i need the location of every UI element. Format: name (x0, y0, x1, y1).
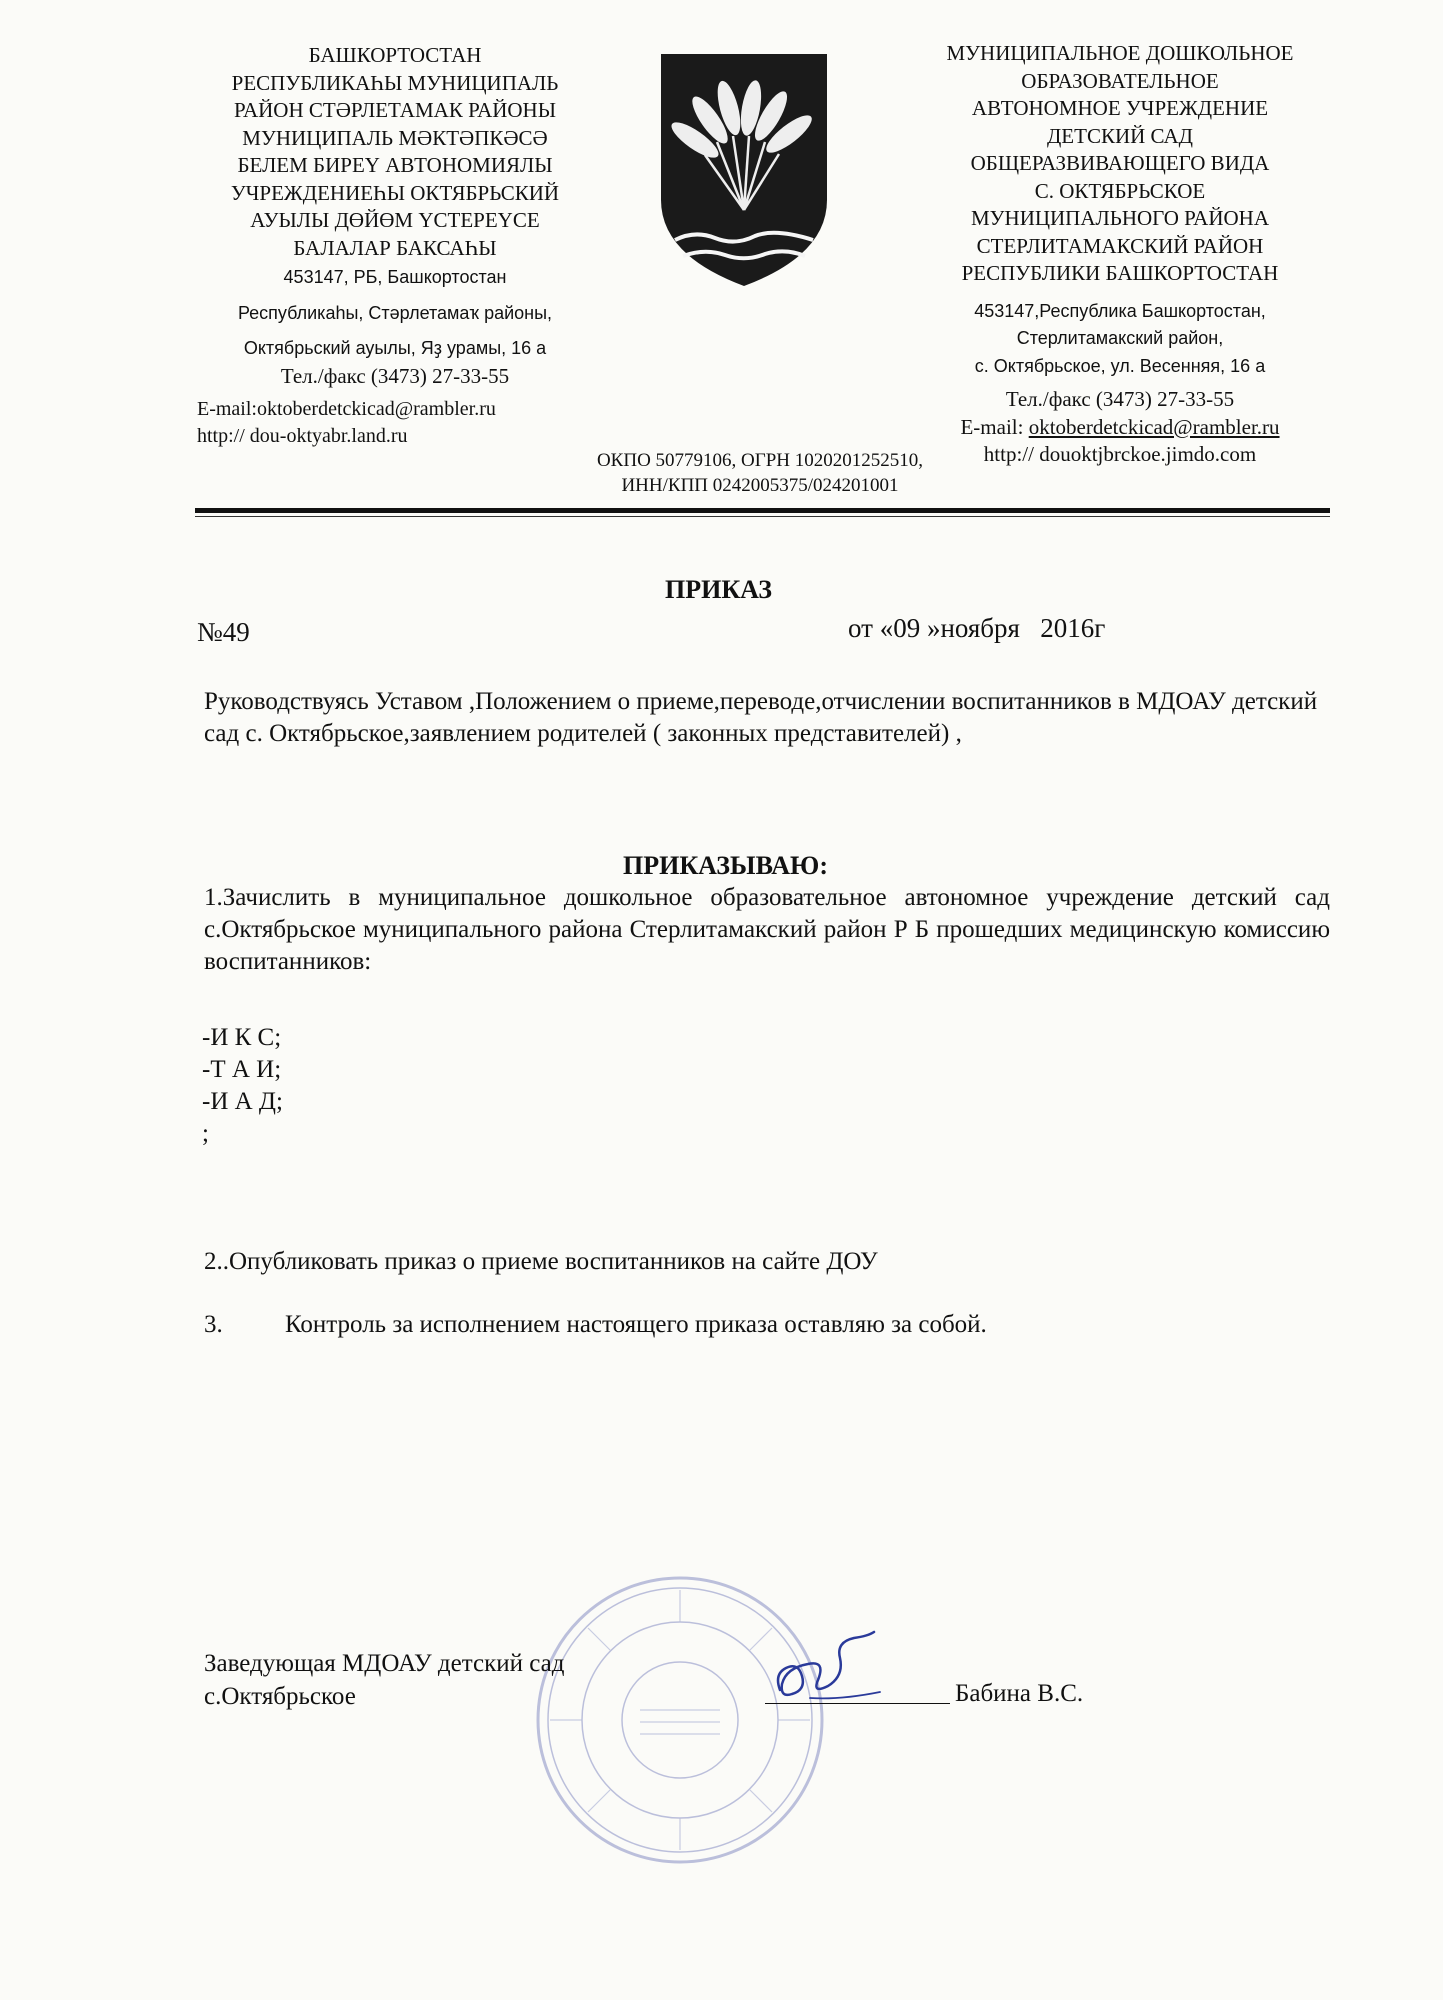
header-left-line: БАШКОРТОСТАН (308, 43, 482, 67)
order-item-1: 1.Зачислить в муниципальное дошкольное образовательное автономное учреждение детский сад с.Октябрьское муниципального района Стерлитамакский район Р Б прошедших медицинскую комиссию воспитанников: (204, 884, 1330, 975)
order-item-2: 2..Опубликовать приказ о приеме воспитанников на сайте ДОУ (204, 1248, 878, 1275)
header-right-email-label: E-mail: (960, 414, 1029, 439)
header-right-line: РЕСПУБЛИКИ БАШКОРТОСТАН (961, 261, 1279, 285)
okpo-ogrn: ОКПО 50779106, ОГРН 1020201252510, (596, 450, 924, 471)
seal (530, 1570, 830, 1870)
header-right-line: СТЕРЛИТАМАКСКИЙ РАЙОН (976, 233, 1264, 258)
round-seal-icon (530, 1570, 830, 1870)
header-left-site: http:// dou-oktyabr.land.ru (197, 425, 408, 447)
header-divider (195, 508, 1330, 513)
signature-position (204, 1647, 564, 1713)
header-right-address3: с. Октябрьское, ул. Весенняя, 16 а (974, 355, 1266, 376)
header-right-email-row (890, 414, 1350, 442)
header-right-block (890, 40, 1350, 469)
header-left-email: E-mail:oktoberdetckicad@rambler.ru (197, 398, 496, 420)
header-left-contacts (197, 396, 617, 450)
header-right-email[interactable]: oktoberdetckicad@rambler.ru (1028, 414, 1280, 439)
order-preamble: Руководствуясь Уставом ,Положением о приеме,переводе,отчислении воспитанников в МДОАУ детский сад с. Октябрьское,заявлением родителей ( законных представителей) , (204, 688, 1318, 747)
inn-kpp: ИНН/КПП 0242005375/024201001 (621, 475, 899, 496)
header-left-line: БЕЛЕМ БИРЕҮ АВТОНОМИЯЛЫ (237, 153, 553, 177)
children-list (202, 1022, 283, 1150)
order-command: ПРИКАЗЫВАЮ: (623, 851, 828, 880)
header-right-site[interactable]: http:// douoktjbrckoe.jimdo.com (983, 442, 1257, 466)
list-item: -И А Д; (202, 1088, 283, 1115)
list-item: -Т А И; (202, 1056, 282, 1083)
header-right-line: ДЕТСКИЙ САД (1046, 123, 1194, 148)
signature (770, 1628, 890, 1708)
order-item-3-number: 3. (204, 1311, 223, 1338)
list-item: -И К С; (202, 1024, 282, 1051)
header-left-block (190, 42, 600, 390)
header-right-line: АВТОНОМНОЕ УЧРЕЖДЕНИЕ (971, 96, 1269, 120)
header-left-line: РЕСПУБЛИКАҺЫ МУНИЦИПАЛЬ (231, 70, 559, 95)
header-left-address: 453147, РБ, Башкортостан (283, 267, 507, 287)
order-date: от «09 »ноября 2016г (848, 613, 1106, 643)
header-left-village: Октябрьский ауылы, Яҙ урамы, 16 а (243, 338, 547, 358)
header-left-line: АУЫЛЫ ДӨЙӨМ ҮСТЕРЕҮСЕ (250, 208, 540, 232)
order-item-3: Контроль за исполнением настоящего приказа оставляю за собой. (285, 1311, 987, 1338)
header-left-line: РАЙОН СТӘРЛЕТАМАК РАЙОНЫ (233, 98, 557, 122)
header-right-address1: 453147,Республика Башкортостан, (974, 300, 1266, 321)
header-right-line: МУНИЦИПАЛЬНОГО РАЙОНА (970, 206, 1270, 230)
header-right-line: ОБРАЗОВАТЕЛЬНОЕ (1021, 68, 1219, 93)
header-left-line: МУНИЦИПАЛЬ МӘКТӘПКӘСӘ (242, 125, 548, 150)
order-title: ПРИКАЗ (665, 575, 773, 604)
order-number: №49 (197, 617, 250, 647)
list-item: ; (202, 1120, 209, 1147)
signature-position-line2: с.Октябрьское (204, 1683, 356, 1710)
header-divider-thin (195, 516, 1330, 517)
signature-position-line1: Заведующая МДОАУ детский сад (204, 1650, 565, 1677)
header-right-address2: Стерлитамакский район, (1016, 328, 1224, 348)
header-right-line: ОБЩЕРАЗВИВАЮЩЕГО ВИДА (970, 151, 1270, 175)
coat-of-arms (655, 50, 833, 290)
signature-name: Бабина В.С. (955, 1680, 1084, 1707)
header-left-line: БАЛАЛАР БАКСАҺЫ (293, 235, 497, 260)
header-left-republic: Республикаһы, Стәрлетамаҡ районы, (237, 302, 553, 323)
header-right-line: С. ОКТЯБРЬСКОЕ (1034, 178, 1206, 203)
wheat-coat-of-arms-icon (655, 50, 833, 290)
registration-codes (520, 448, 1000, 498)
header-left-line: УЧРЕЖДЕНИЕҺЫ ОКТЯБРЬСКИЙ (230, 180, 560, 205)
header-right-phone: Тел./факс (3473) 27-33-55 (1005, 387, 1235, 411)
header-right-line: МУНИЦИПАЛЬНОЕ ДОШКОЛЬНОЕ (946, 41, 1294, 65)
handwritten-signature-icon (770, 1628, 890, 1708)
header-left-phone: Тел./факс (3473) 27-33-55 (280, 363, 510, 388)
